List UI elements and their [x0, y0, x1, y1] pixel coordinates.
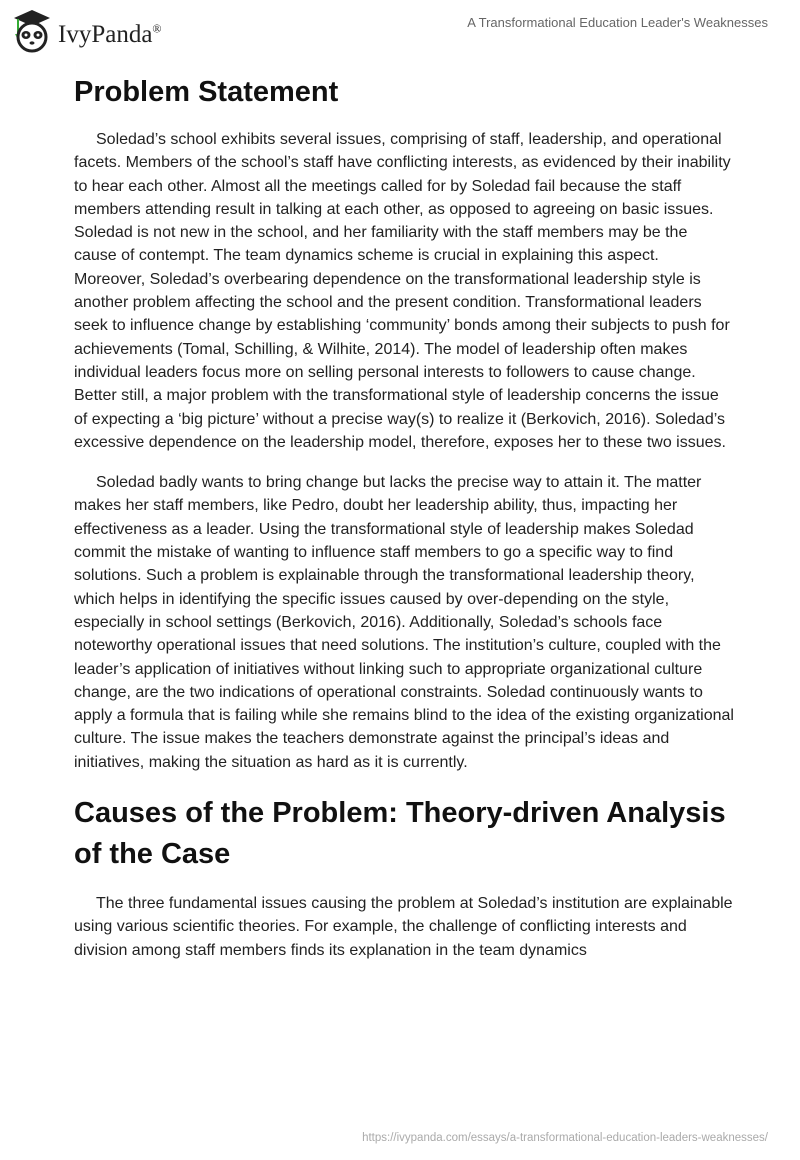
article-body — [74, 70, 734, 979]
section-heading: Causes of the Problem: Theory-driven Analysis of the Case — [74, 797, 726, 871]
section-heading: Problem Statement — [74, 76, 339, 108]
document-title: A Transformational Education Leader's Weaknesses — [467, 15, 768, 30]
page-header — [0, 0, 800, 60]
paragraph: Soledad’s school exhibits several issues, comprising of staff, leadership, and operational facets. Members of the school’s staff have conflicting interests, as evidenced by their inability to hear each other. Almost all the meetings called for by Soledad fail because the staff members attending result in talking at each other, as opposed to agreeing on basic issues. Soledad is not new in the school, and her familiarity with the staff members may be the cause of contempt. The team dynamics scheme is crucial in explaining this aspect. Moreover, Soledad’s overbearing dependence on the transformational leadership style is another problem affecting the school and the present condition. Transformational leaders seek to influence change by establishing ‘community’ bonds among their subjects to push for achievements (Tomal, Schilling, & Wilhite, 2014). The model of leadership often makes individual leaders focus more on selling personal interests to followers to cause change. Better still, a major problem with the transformational style of leadership concerns the issue of expecting a ‘big picture’ without a precise way(s) to realize it (Berkovich, 2016). Soledad’s excessive dependence on the leadership model, therefore, exposes her to these two issues. — [74, 131, 731, 451]
paragraph: Soledad badly wants to bring change but lacks the precise way to attain it. The matter makes her staff members, like Pedro, doubt her leadership ability, thus, impacting her effectiveness as a leader. Using the transformational style of leadership makes Soledad commit the mistake of wanting to influence staff members to go a specific way to find solutions. Such a problem is explainable through the transformational leadership theory, which helps in identifying the specific issues caused by over-depending on the style, especially in school settings (Berkovich, 2016). Additionally, Soledad’s schools face noteworthy operational issues that need solutions. The institution’s culture, coupled with the leader’s application of initiatives without linking such to appropriate organizational culture change, are the two indications of operational constraints. Soledad continuously wants to apply a formula that is failing while she remains blind to the idea of the existing organizational culture. The issue makes the teachers demonstrate against the principal’s ideas and initiatives, making the situation as hard as it is currently. — [74, 474, 734, 771]
paragraph: The three fundamental issues causing the problem at Soledad’s institution are explainable using various scientific theories. For example, the challenge of conflicting interests and division among staff members finds its explanation in the team dynamics — [74, 895, 733, 959]
source-url[interactable]: https://ivypanda.com/essays/a-transformational-education-leaders-weaknesses/ — [362, 1132, 768, 1144]
panda-graduate-icon — [12, 8, 52, 54]
logo-text — [58, 21, 162, 49]
logo-wordmark: IvyPanda — [58, 21, 153, 48]
ivypanda-logo[interactable] — [12, 8, 162, 54]
registered-mark: ® — [152, 21, 162, 36]
